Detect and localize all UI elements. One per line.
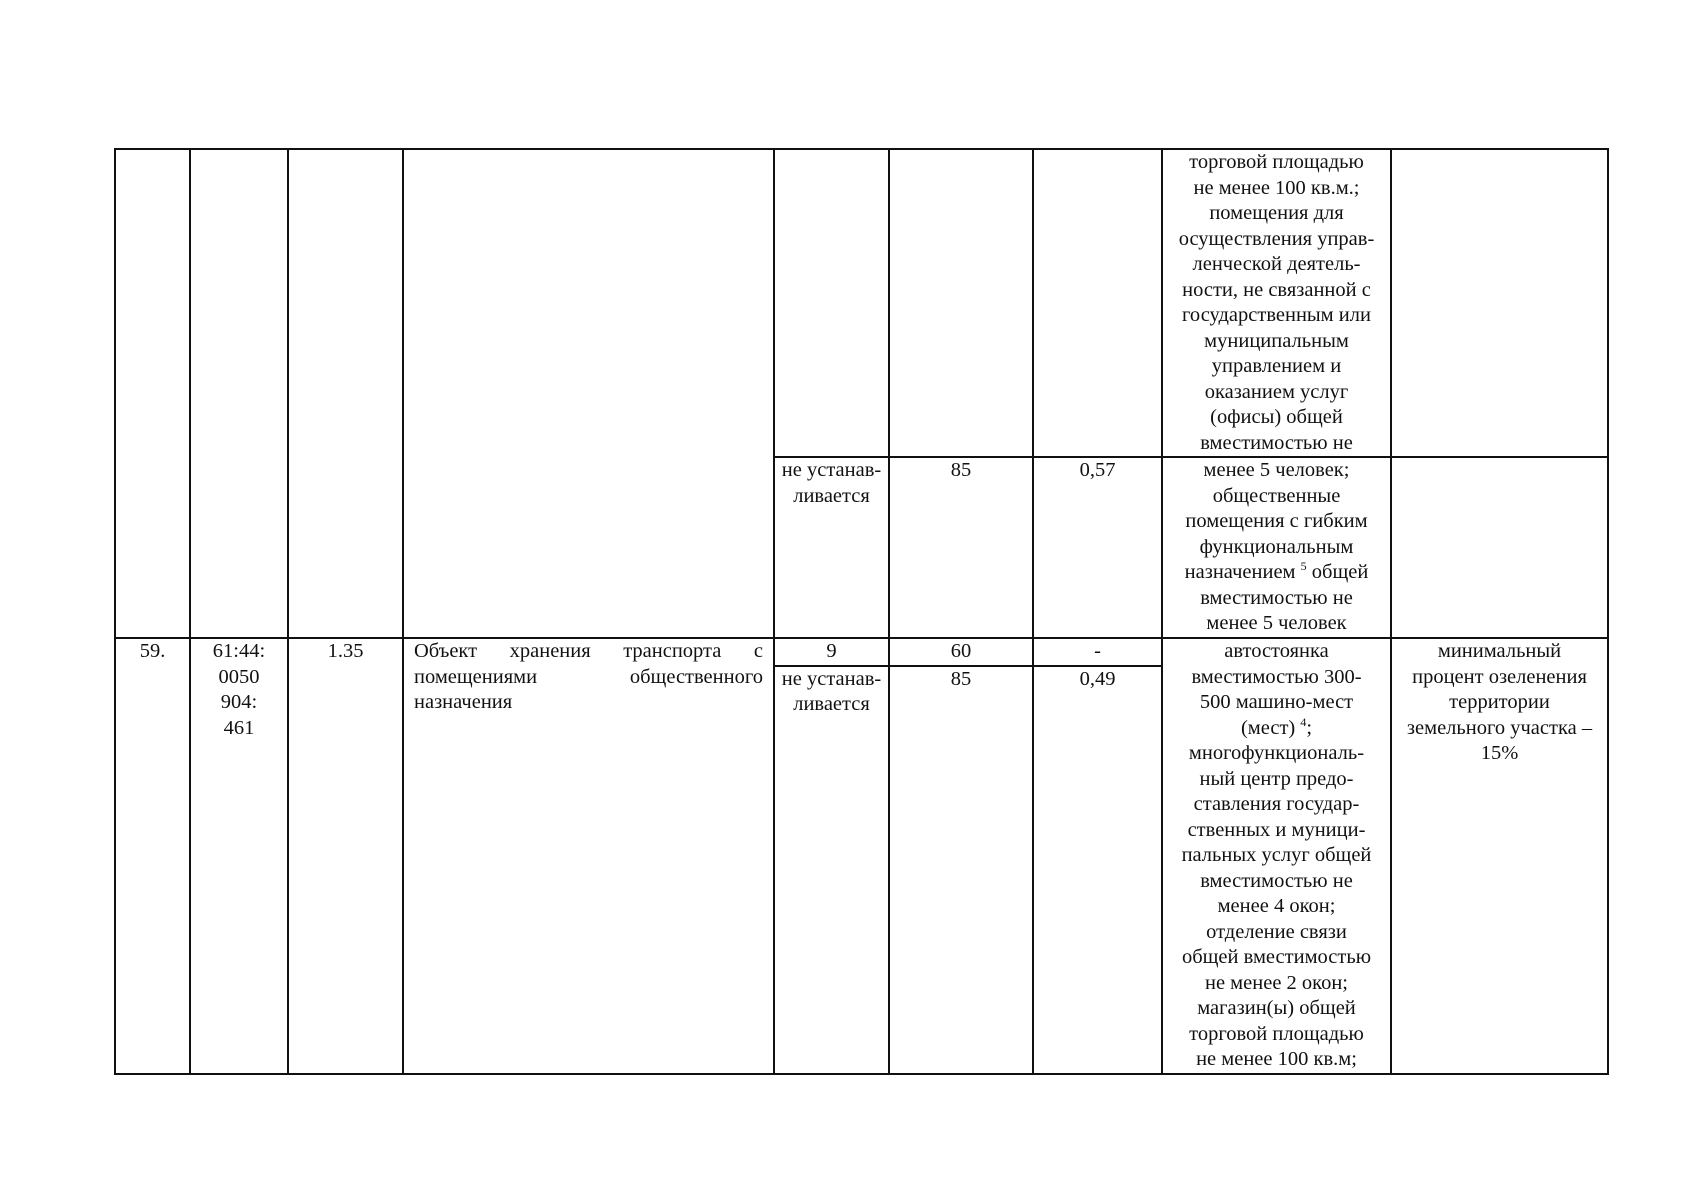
cell-ratio-b: 0,49: [1033, 666, 1162, 1074]
cell-floors-a: 9: [774, 638, 889, 666]
object-name-line2: назначения: [414, 691, 513, 713]
cell-note-empty: [1391, 457, 1608, 638]
cell-note-empty: [1391, 149, 1608, 457]
cell-percent: 85: [889, 457, 1033, 638]
cell-ratio-empty: [1033, 149, 1162, 457]
cell-percent-empty: [889, 149, 1033, 457]
uses-text-a: автостоянка вместимостью 300- 500 машино-мест (мест): [1191, 640, 1362, 739]
cell-floors-b: не устанав- ливается: [774, 666, 889, 1074]
cell-cadastral-number: 61:44: 0050 904: 461: [190, 638, 288, 1074]
cell-floors: не устанав- ливается: [774, 457, 889, 638]
cell-code-empty: [288, 149, 403, 638]
cell-name-empty: [403, 149, 774, 638]
cell-num-empty: [115, 149, 190, 638]
cell-row-number: 59.: [115, 638, 190, 1074]
cell-note: минимальный процент озеленения территории земельного участка – 15%: [1391, 638, 1608, 1074]
cell-ratio-a: -: [1033, 638, 1162, 666]
cell-percent-b: 85: [889, 666, 1033, 1074]
footnote-ref: 5: [1300, 559, 1307, 574]
object-name-line1: Объект хранения транспорта с помещениями общественного: [414, 640, 763, 688]
footnote-ref: 4: [1300, 714, 1307, 729]
cell-ratio: 0,57: [1033, 457, 1162, 638]
uses-text-b: ; многофункциональ- ный центр предо- ставления государ- ственных и муници- пальных услуг общей вместимостью не менее 4 окон; отделение связи общей вместимостью не менее 2 окон; магазин(ы) общей торговой площадью не менее 100 кв.м;: [1181, 716, 1372, 1070]
table-row-continuation-top: [115, 149, 1608, 457]
uses-text-a: менее 5 человек; общественные помещения с гибким функциональным назначением: [1184, 459, 1368, 583]
cell-object-name: [403, 638, 774, 1074]
cell-cadastral-empty: [190, 149, 288, 638]
cell-permitted-uses: [1162, 638, 1391, 1074]
cell-permitted-uses-part1: торговой площадью не менее 100 кв.м.; помещения для осуществления управ- ленческой деятель- ности, не связанной с государственным или муниципальным управлением и оказанием услуг (офисы) общей вместимостью не: [1162, 149, 1391, 457]
zoning-table: [114, 148, 1609, 1075]
table-row-59-top: [115, 638, 1608, 666]
cell-permitted-uses-part2: [1162, 457, 1391, 638]
cell-zone-code: 1.35: [288, 638, 403, 1074]
cell-percent-a: 60: [889, 638, 1033, 666]
cell-floors-empty: [774, 149, 889, 457]
uses-text-b: общей вместимостью не менее 5 человек: [1200, 561, 1369, 634]
